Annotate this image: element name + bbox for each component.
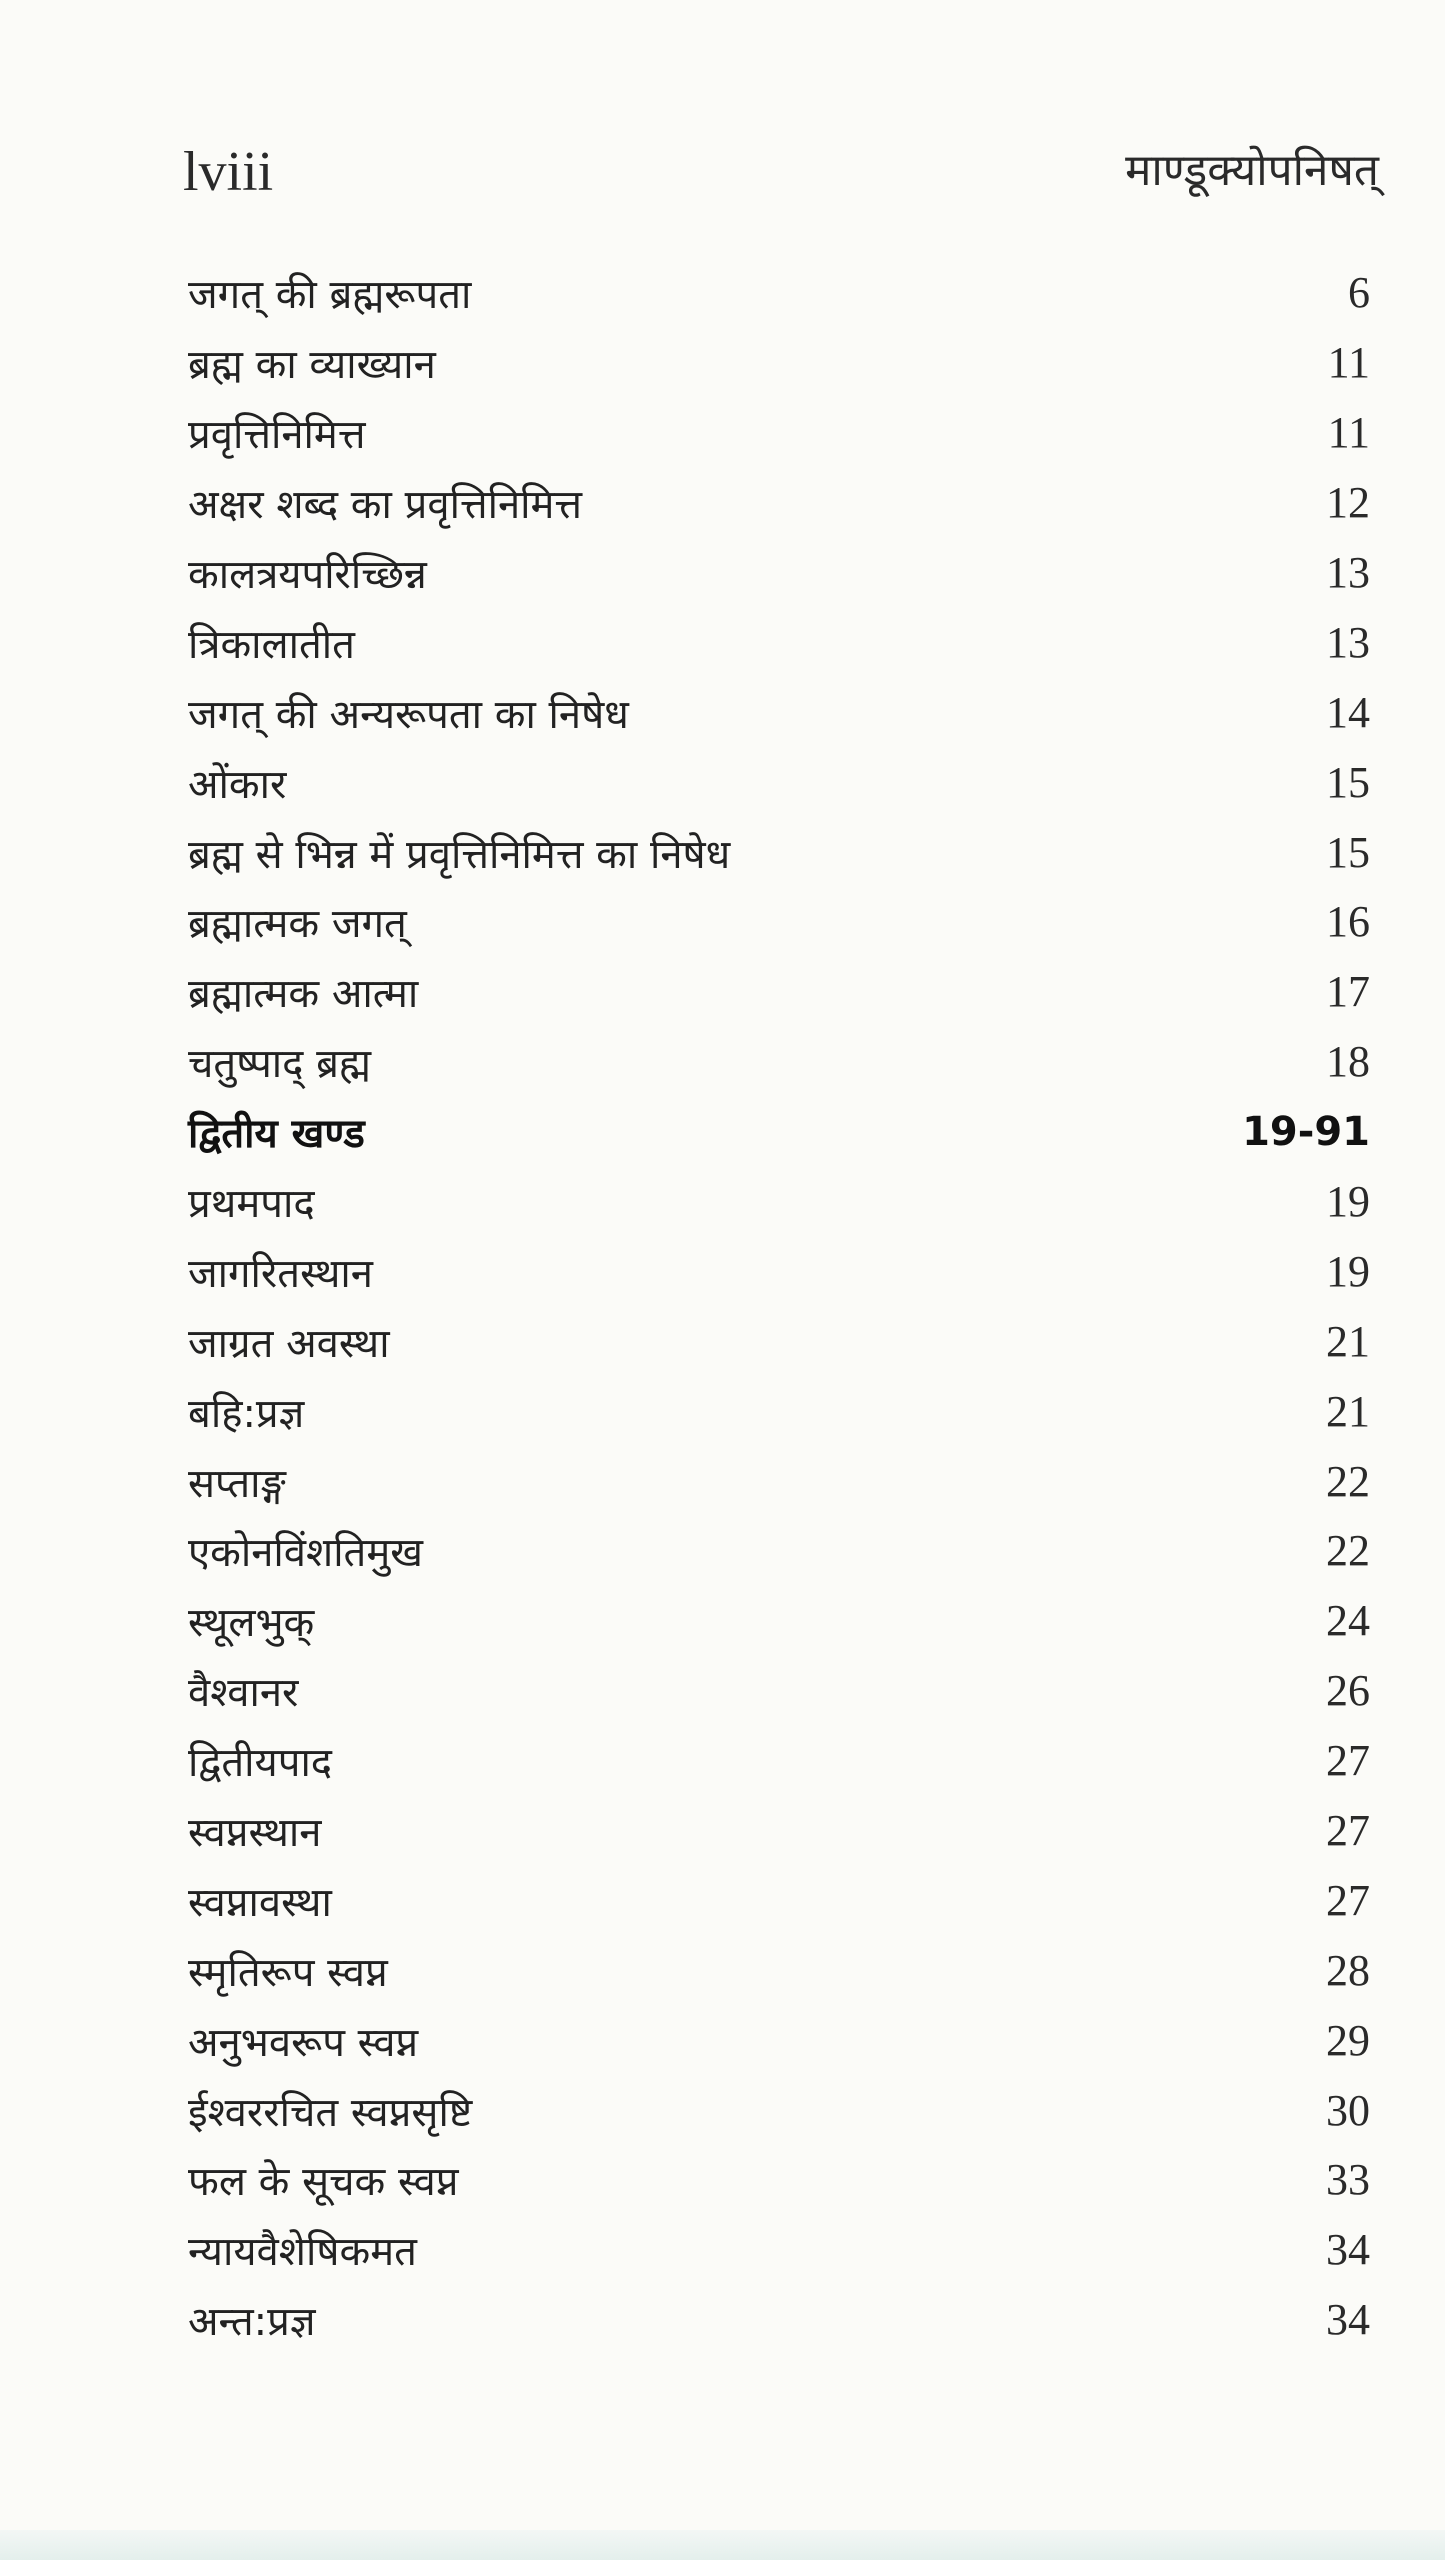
toc-entry (188, 817, 1370, 887)
toc-entry-page: 6 (1348, 268, 1370, 318)
toc-entry (188, 2005, 1370, 2075)
toc-entry (188, 2145, 1370, 2215)
toc-entry-title: द्वितीय खण्ड (188, 1111, 365, 1158)
toc-entry-page: 30 (1326, 2085, 1370, 2135)
toc-entry-title: ब्रह्म का व्याख्यान (188, 342, 436, 389)
toc-entry (188, 2215, 1370, 2285)
toc-entry-title: ब्रह्मात्मक जगत् (188, 901, 407, 948)
toc-entry-page: 16 (1326, 897, 1370, 947)
toc-entry (188, 607, 1370, 677)
toc-entry (188, 328, 1370, 398)
toc-entry-page: 19 (1326, 1246, 1370, 1296)
toc-section-heading (188, 1097, 1370, 1167)
toc-entry-title: स्वप्नावस्था (188, 1879, 332, 1926)
toc-entry (188, 2075, 1370, 2145)
toc-entry-title: वैश्वानर (188, 1670, 299, 1717)
toc-entry-title: स्थूलभुक् (188, 1600, 315, 1647)
toc-entry-page: 12 (1326, 478, 1370, 528)
toc-entry (188, 1586, 1370, 1656)
toc-entry-page: 15 (1326, 757, 1370, 807)
toc-entry-page: 26 (1326, 1666, 1370, 1716)
toc-entry-title: बहि:प्रज्ञ (188, 1390, 305, 1437)
toc-entry (188, 1726, 1370, 1796)
page-edge (0, 2530, 1445, 2560)
toc-entry-title: ईश्वररचित स्वप्नसृष्टि (188, 2089, 473, 2136)
running-title: माण्डूक्योपनिषत् (1125, 145, 1379, 196)
toc-entry (188, 468, 1370, 538)
toc-entry-page: 29 (1326, 2015, 1370, 2065)
toc-entry (188, 1935, 1370, 2005)
page-number: lviii (183, 141, 274, 203)
toc-entry-page: 34 (1326, 2225, 1370, 2275)
toc-entry (188, 398, 1370, 468)
toc-entry-title: जाग्रत अवस्था (188, 1320, 390, 1367)
toc-entry (188, 1236, 1370, 1306)
toc-entry-page: 34 (1326, 2295, 1370, 2345)
table-of-contents (188, 258, 1370, 2355)
toc-entry-page: 27 (1326, 1806, 1370, 1856)
toc-entry-title: कालत्रयपरिच्छिन्न (188, 552, 427, 598)
toc-entry-page: 13 (1326, 548, 1370, 597)
toc-entry (188, 887, 1370, 957)
toc-entry-page: 19-91 (1242, 1108, 1370, 1155)
toc-entry-page: 11 (1327, 408, 1370, 458)
toc-entry (188, 2285, 1370, 2355)
toc-entry-title: ब्रह्मात्मक आत्मा (188, 971, 419, 1018)
toc-entry (188, 677, 1370, 747)
toc-entry-title: स्मृतिरूप स्वप्न (188, 1949, 388, 1996)
toc-entry (188, 1656, 1370, 1726)
toc-entry-title: प्रवृत्तिनिमित्त (188, 412, 366, 459)
toc-entry (188, 1865, 1370, 1935)
toc-entry-page: 28 (1326, 1945, 1370, 1995)
toc-entry-page: 13 (1326, 617, 1370, 667)
toc-entry-page: 14 (1326, 687, 1370, 737)
toc-entry-page: 15 (1326, 827, 1370, 877)
toc-entry-page: 17 (1326, 967, 1370, 1017)
toc-entry-page: 21 (1326, 1316, 1370, 1366)
toc-entry-page: 27 (1326, 1736, 1370, 1786)
toc-entry-page: 18 (1326, 1037, 1370, 1087)
toc-entry-page: 27 (1326, 1875, 1370, 1925)
toc-entry (188, 538, 1370, 608)
toc-entry-title: सप्ताङ्ग (188, 1460, 286, 1507)
toc-entry-title: न्यायवैशेषिकमत (188, 2229, 417, 2276)
toc-entry-title: जगत् की ब्रह्मरूपता (188, 272, 472, 319)
toc-entry-page: 24 (1326, 1596, 1370, 1646)
toc-entry-title: फल के सूचक स्वप्न (188, 2159, 459, 2206)
toc-entry-page: 22 (1326, 1526, 1370, 1576)
toc-entry (188, 957, 1370, 1027)
toc-entry-title: त्रिकालातीत (188, 621, 355, 668)
toc-entry-page: 11 (1327, 338, 1370, 388)
toc-entry-page: 21 (1326, 1386, 1370, 1436)
toc-entry-page: 19 (1326, 1177, 1370, 1227)
toc-entry (188, 1027, 1370, 1097)
toc-entry-title: स्वप्नस्थान (188, 1810, 322, 1857)
toc-entry-title: प्रथमपाद (188, 1181, 315, 1228)
toc-entry-page: 33 (1326, 2155, 1370, 2205)
toc-entry (188, 1306, 1370, 1376)
toc-entry (188, 258, 1370, 328)
toc-entry (188, 1446, 1370, 1516)
toc-entry-title: अनुभवरूप स्वप्न (188, 2019, 419, 2066)
toc-entry (188, 747, 1370, 817)
toc-entry-title: ओंकार (188, 761, 287, 808)
toc-entry-title: अन्त:प्रज्ञ (188, 2299, 316, 2346)
toc-entry-title: एकोनविंशतिमुख (188, 1530, 423, 1577)
toc-entry (188, 1796, 1370, 1866)
toc-entry-page: 22 (1326, 1456, 1370, 1506)
toc-entry-title: अक्षर शब्द का प्रवृत्तिनिमित्त (188, 482, 583, 529)
toc-entry-title: द्वितीयपाद (188, 1740, 333, 1787)
toc-entry-title: जागरितस्थान (188, 1250, 373, 1297)
toc-entry-title: ब्रह्म से भिन्न में प्रवृत्तिनिमित्त का निषेध (188, 831, 731, 878)
toc-entry-title: जगत् की अन्यरूपता का निषेध (188, 691, 629, 738)
toc-entry-title: चतुष्पाद् ब्रह्म (188, 1041, 371, 1088)
toc-entry (188, 1516, 1370, 1586)
toc-entry (188, 1167, 1370, 1237)
toc-entry (188, 1376, 1370, 1446)
